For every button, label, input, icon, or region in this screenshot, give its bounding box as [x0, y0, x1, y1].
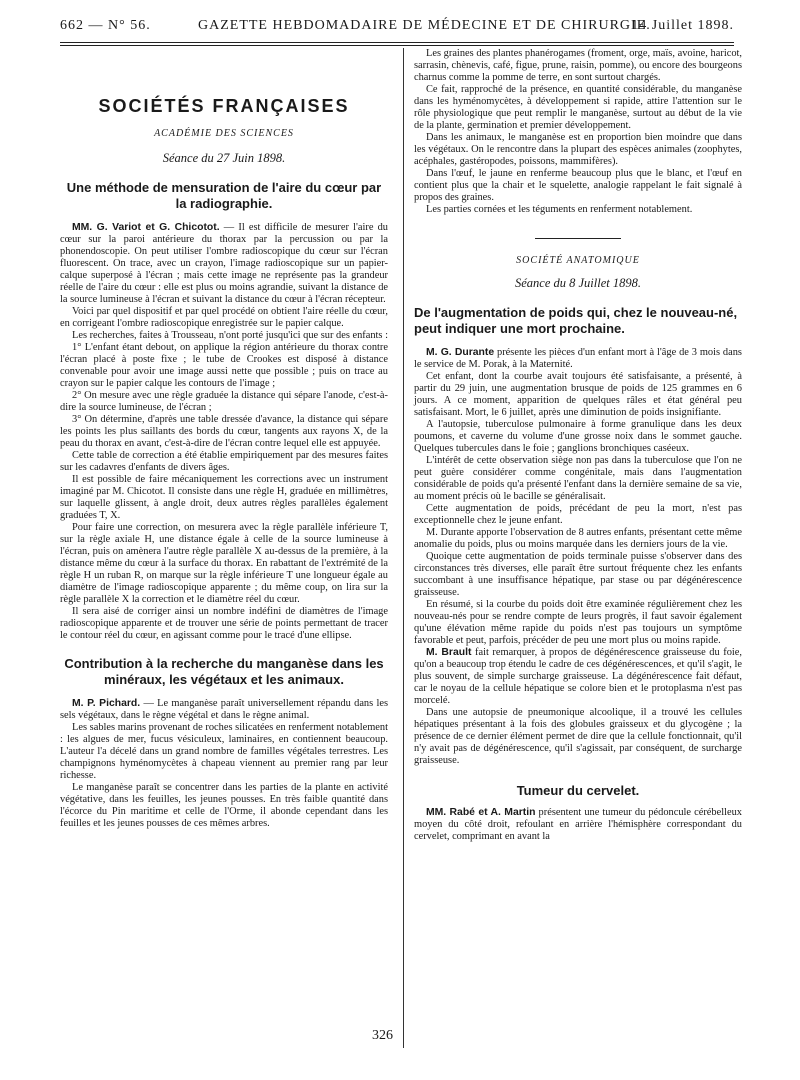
paragraph: Pour faire une correction, on mesurera avec la règle parallèle inférieure T, sur la règle axiale H, une distance égale à celle de la source lumineuse à l'écran, puis on amènera l'autre règle parallèle X au-dessus de la première, à la distance même du cœur à la surface du thorax. En rabattant de l'extrémité de la règle H un ruban R, on marque sur la règle inférieure T une longueur égale au diamètre de l'image radioscopique apparente ; du même coup, on lira sur la règle parallèle X la correction et le diamètre réel du cœur. — [60, 522, 388, 605]
article-authors: MM. Rabé et A. Martin — [426, 807, 536, 818]
article-authors: M. P. Pichard. — [72, 698, 141, 709]
paragraph: Dans une autopsie de pneumonique alcoolique, il a trouvé les cellules hépatiques présentant à la fois des globules graisseux et du glycogène ; la présence de ce dernier élément permet de dire que la cellule fonctionnait, qu'il n'y avait pas de dégénérescence, qu'il s'agissait, par conséquent, de surcharge graisseuse. — [414, 707, 742, 766]
paragraph: M. Brault fait remarquer, à propos de dégénérescence graisseuse du foie, qu'on a beaucoup trop étendu le cadre de ces dégénérescences, et qu'il s'agit, le plus souvent, de simple surcharge graisseuse. La dégénérescence fait défaut, car le noyau de la cellule hépatique se colore bien et le protoplasma n'est pas morcelé. — [414, 647, 742, 706]
paragraph: Il sera aisé de corriger ainsi un nombre indéfini de diamètres de l'image radioscopique apparente et de trouver une série de points permettant de tracer le contour réel du cœur, en agissant comme pour le tracé d'une ellipse. — [60, 606, 388, 641]
paragraph: 3° On détermine, d'après une table dressée d'avance, la distance qui sépare les points les plus saillants des bords du cœur, tangents aux rayons X, de la peau du thorax en avant, c'est-à-dire de l'écran contre lequel elle est appuyée. — [60, 414, 388, 449]
article-title: De l'augmentation de poids qui, chez le nouveau-né, peut indiquer une mort prochaine. — [414, 305, 738, 336]
column-divider — [403, 48, 404, 1048]
header-rule — [60, 42, 734, 43]
paragraph: L'intérêt de cette observation siège non pas dans la tuberculose que l'on ne peut guère considérer comme congénitale, mais dans l'augmentation considérable de poids qu'a présenté l'enfant dans la dernière semaine de sa vie, au moment précis où le bacille se généralisait. — [414, 455, 742, 502]
society-heading: SOCIÉTÉ ANATOMIQUE — [516, 255, 640, 266]
page-number: 326 — [372, 1028, 393, 1043]
paragraph: Quoique cette augmentation de poids terminale puisse s'observer dans des circonstances très diverses, elle paraît être surtout fréquente chez les enfants succombant à une insuffisance hépatique, par stase ou par dégénérescence graisseuse. — [414, 551, 742, 598]
paragraph: Ce fait, rapproché de la présence, en quantité considérable, du manganèse dans les hyménomycètes, à développement si rapide, attire l'attention sur le rôle physiologique que peut remplir le manganèse, surtout au début de la vie de la plante, germination et premier développement. — [414, 84, 742, 131]
paragraph: Cet enfant, dont la courbe avait toujours été satisfaisante, a présenté, à partir du 29 juin, une augmentation brusque de poids de 125 grammes en 6 jours. A ce moment, apparition de quelques râles et état général peu satisfaisant. Mort, le 6 juillet, après une diminution de poids insignifiante. — [414, 371, 742, 418]
right-column — [414, 48, 742, 843]
paragraph: Les parties cornées et les téguments en renferment notablement. — [426, 204, 693, 215]
academy-heading: ACADÉMIE DES SCIENCES — [154, 128, 294, 139]
paragraph: Le manganèse paraît se concentrer dans les parties de la plante en activité végétative, dans les feuilles, les jeunes pousses. En très faible quantité dans l'écorce du Pin maritime et celle de l'Orme, il abonde cependant dans les feuilles et les jeunes pousses de ces mêmes arbres. — [60, 782, 388, 829]
paragraph: A l'autopsie, tuberculose pulmonaire à forme granulique dans les deux poumons, et caverne du volume d'une grosse noix dans le sommet gauche. Quelques tubercules dans le foie ; ganglions bronchiques caséeux. — [414, 419, 742, 454]
paragraph: Dans l'œuf, le jaune en renferme beaucoup plus que le blanc, et l'œuf en contient plus que la chair et le squelette, analogie rappelant le fait signalé à propos des graines. — [414, 168, 742, 203]
paragraph: Les recherches, faites à Trousseau, n'ont porté jusqu'ici que sur des enfants : — [72, 330, 388, 341]
article-authors: M. Brault — [426, 647, 472, 658]
paragraph: Les graines des plantes phanérogames (froment, orge, maïs, avoine, haricot, sarrasin, chènevis, café, figue, prune, raisin, pomme), ou encore des bourgeons charnus comme la pomme de terre, en sont surtout chargés. — [414, 48, 742, 83]
article-title: Tumeur du cervelet. — [516, 783, 640, 798]
article-title: Une méthode de mensuration de l'aire du cœur par la radiographie. — [66, 180, 382, 211]
paragraph: MM. Rabé et A. Martin présentent une tumeur du pédoncule cérébelleux moyen du côté droit, refoulant en arrière l'hémisphère correspondant du cervelet, comprimant en avant la — [414, 807, 742, 842]
paragraph: Cette table de correction a été établie empiriquement par des mesures faites sur les cadavres d'enfants de divers âges. — [60, 450, 388, 473]
paragraph: 1° L'enfant étant debout, on applique la région antérieure du thorax contre l'écran placé à poste fixe ; le tube de Crookes est disposé à distance convenable pour avoir une image aussi nette que possible ; puis on trace au crayon sur le papier calque les contours de l'image ; — [60, 342, 388, 389]
article-authors: M. G. Durante — [426, 347, 495, 358]
page — [60, 12, 742, 1072]
header-page-issue: 662 — N° 56. — [60, 18, 151, 33]
seance-date: Séance du 27 Juin 1898. — [162, 151, 286, 165]
header-rule-2 — [60, 45, 734, 46]
section-separator — [535, 238, 621, 239]
header-date: 14 Juillet 1898. — [631, 18, 734, 33]
left-column — [60, 48, 388, 830]
paragraph: 2° On mesure avec une règle graduée la distance qui sépare l'anode, c'est-à-dire la source lumineuse, de l'écran ; — [60, 390, 388, 413]
paragraph: Il est possible de faire mécaniquement les corrections avec un instrument imaginé par M. Chicotot. Il consiste dans une règle H, graduée en millimètres, sur laquelle glissent, à angle droit, deux autres règles parallèles également graduées T, X. — [60, 474, 388, 521]
paragraph: Les sables marins provenant de roches silicatées en renferment notablement : les algues de mer, fucus vésiculeux, laminaires, en contiennent beaucoup. L'auteur l'a décelé dans un grand nombre de familles végétales terrestres. Les champignons hyménomycètes à chapeau viennent au premier rang par leur richesse. — [60, 722, 388, 781]
paragraph: En résumé, si la courbe du poids doit être examinée régulièrement chez les nouveau-nés pour se rendre compte de leurs progrès, il faut savoir également qu'une élévation même rapide du poids n'est pas toujours un symptôme favorable et peut, parfois, précéder de peu une mort plus ou moins rapide. — [414, 599, 742, 646]
paragraph: M. P. Pichard. — Le manganèse paraît universellement répandu dans les sels végétaux, dans le règne végétal et dans le règne animal. — [60, 698, 388, 721]
paragraph: M. G. Durante présente les pièces d'un enfant mort à l'âge de 3 mois dans le service de M. Porak, à la Maternité. — [414, 347, 742, 370]
header-journal-title: GAZETTE HEBDOMADAIRE DE MÉDECINE ET DE CHIRURGIE. — [198, 18, 651, 33]
paragraph: Cette augmentation de poids, précédant de peu la mort, n'est pas exceptionnelle chez le jeune enfant. — [414, 503, 742, 526]
paragraph: Voici par quel dispositif et par quel procédé on obtient l'aire réelle du cœur, en corrigeant l'ombre radioscopique enregistrée sur le papier calque. — [60, 306, 388, 329]
section-title: SOCIÉTÉS FRANÇAISES — [98, 96, 350, 116]
seance-date: Séance du 8 Juillet 1898. — [514, 276, 641, 290]
article-title: Contribution à la recherche du manganèse dans les minéraux, les végétaux et les animaux. — [64, 656, 384, 687]
article-authors: MM. G. Variot et G. Chicotot. — [72, 222, 220, 233]
paragraph: Dans les animaux, le manganèse est en proportion bien moindre que dans les végétaux. On le rencontre dans la plupart des espèces animales (zoophytes, acéphales, gastéropodes, poissons, mammifères). — [414, 132, 742, 167]
paragraph: MM. G. Variot et G. Chicotot. — Il est difficile de mesurer l'aire du cœur sur la paroi antérieure du thorax par la percussion ou par la phonendoscopie. On peut utiliser l'ombre radioscopique du cœur sur l'écran fluorescent. On trace, avec un crayon, l'image radioscopique sur un papier-calque superposé à l'écran ; mais cette image ne représente pas la grandeur réelle de l'aire du cœur : elle est plus ou moins agrandie, suivant la distance de la source lumineuse à l'écran et suivant la distance du cœur à l'écran récepteur. — [60, 222, 389, 305]
paragraph: M. Durante apporte l'observation de 8 autres enfants, présentant cette même anomalie du poids, plus ou moins marquée dans les derniers jours de la vie. — [414, 527, 742, 550]
running-header — [60, 12, 734, 52]
